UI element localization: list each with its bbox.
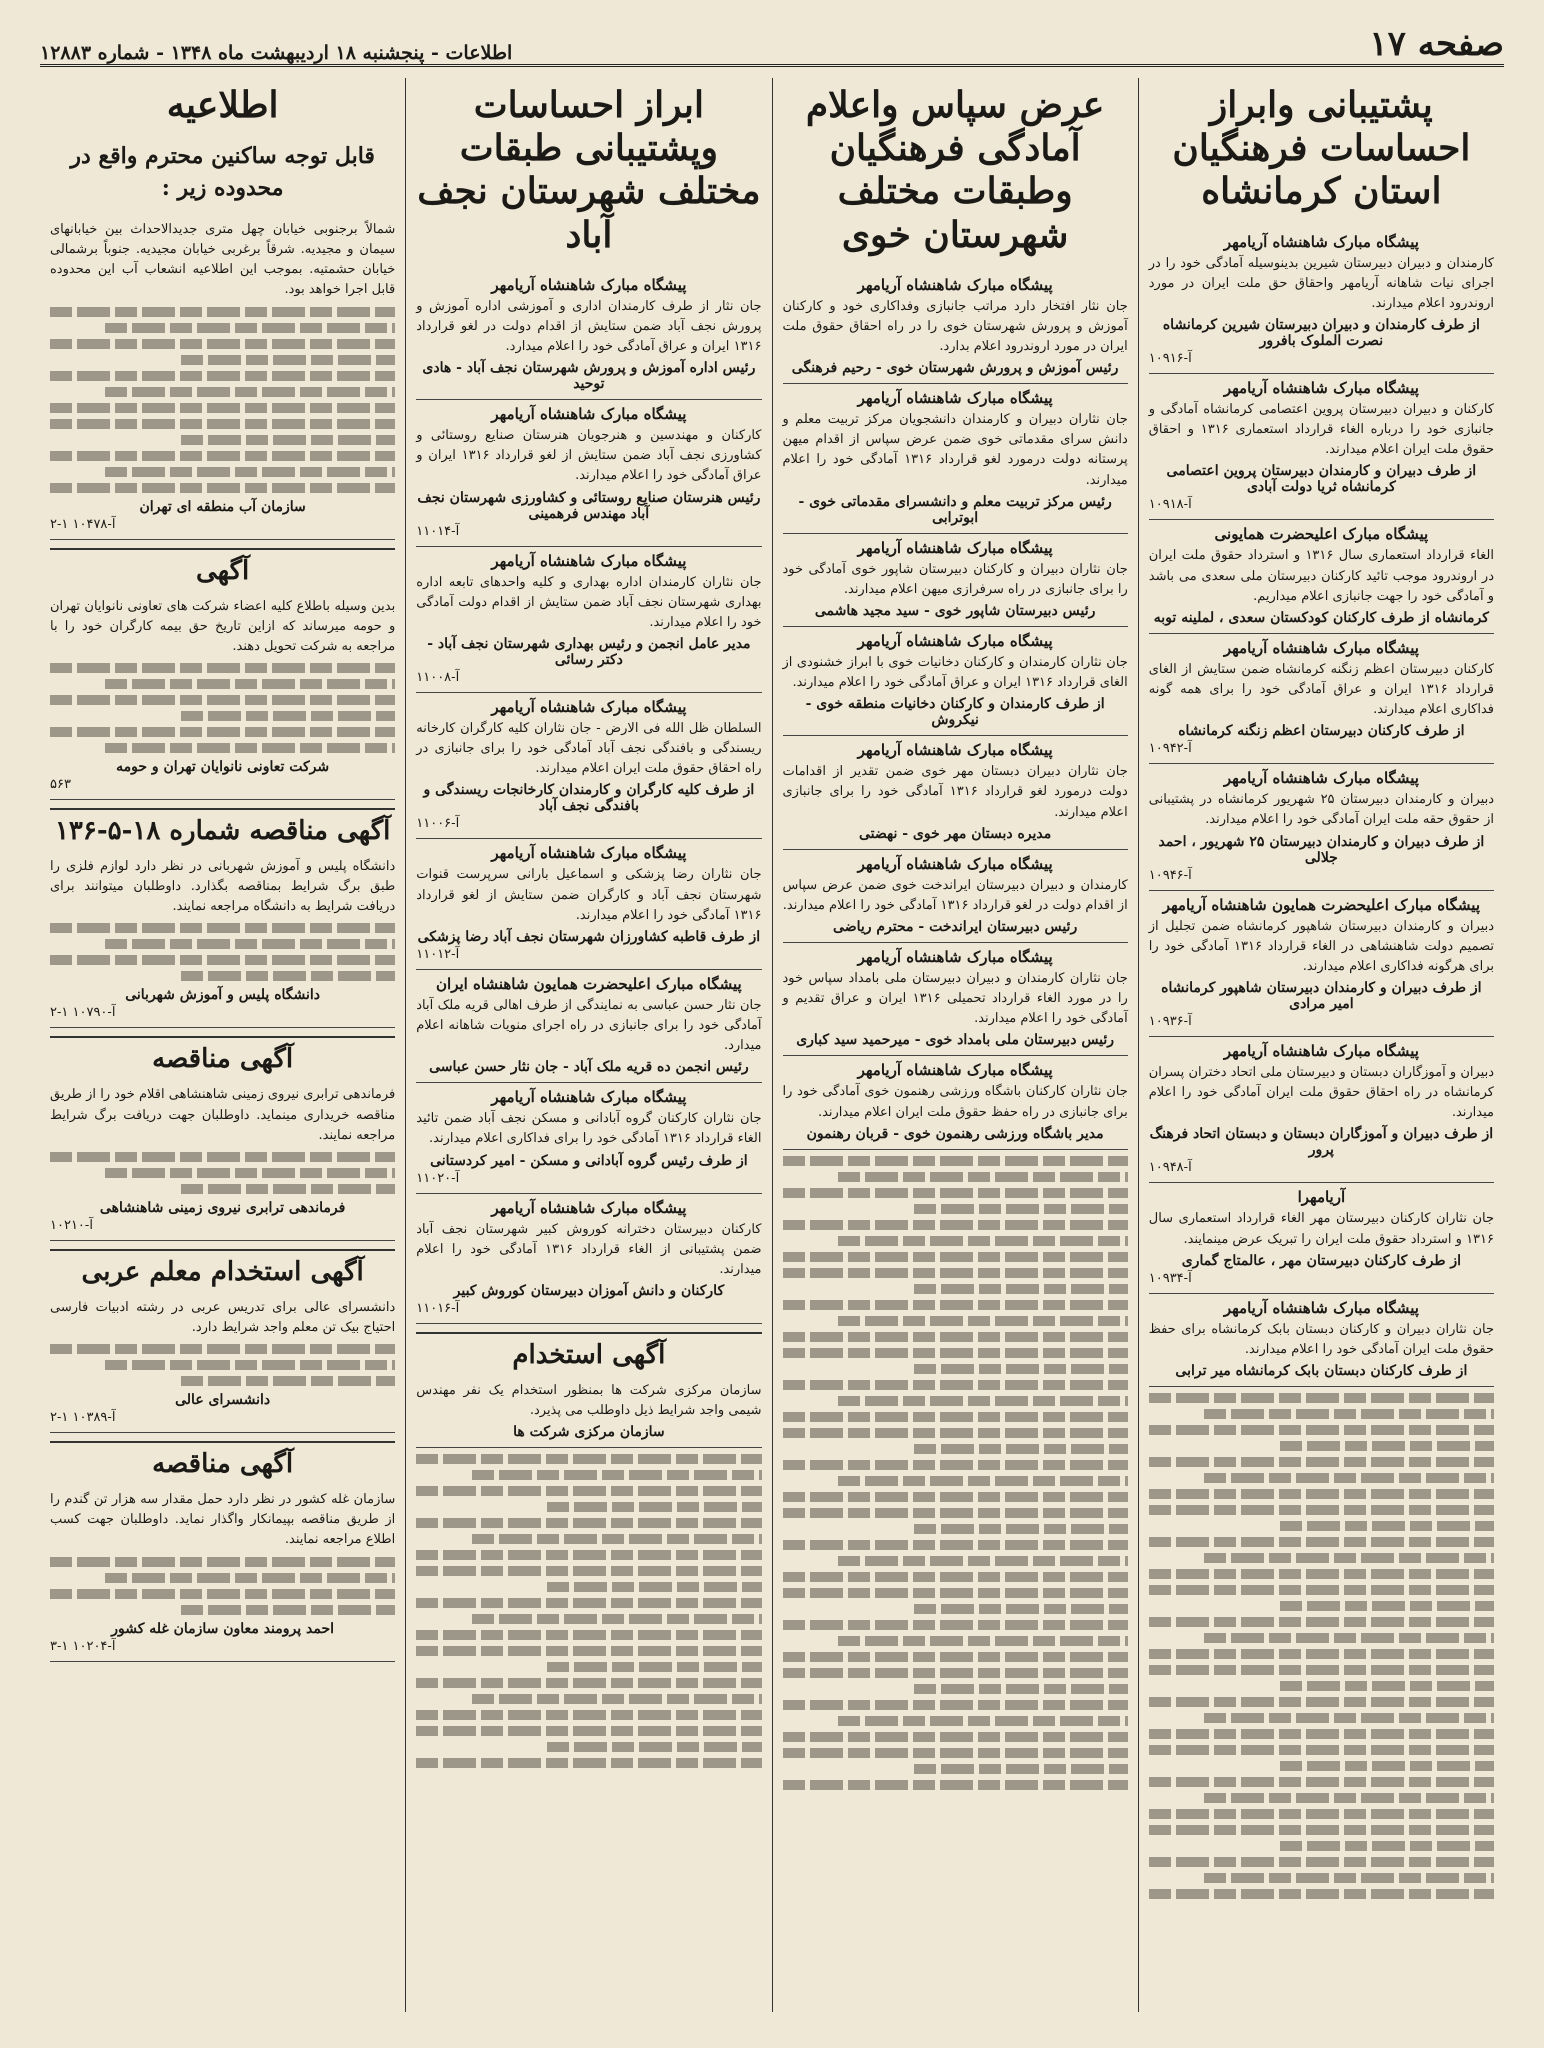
- message-block: [1149, 1294, 1494, 1387]
- block-signature: رئیس دبیرستان ملی بامداد خوی - میرحمید سید کباری: [796, 1032, 1115, 1049]
- block-title: پیشگاه مبارک شاهنشاه آریامهر: [857, 389, 1053, 408]
- block-number: آ-۱۱۰۰۸: [416, 670, 460, 686]
- message-block: [783, 1056, 1128, 1149]
- block-title: پیشگاه مبارک شاهنشاه آریامهر: [491, 405, 687, 424]
- block-title: پیشگاه مبارک شاهنشاه آریامهر: [491, 551, 687, 570]
- message-block: [783, 736, 1128, 849]
- block-body: کارمندان و دبیران دبیرستان شیرین بدینوسیله آمادگی خود را در اجرای نیات شاهانه آریامهر واحقاق حق ملت ایران در مورد اروندرود اعلام میدارند.: [1148, 255, 1494, 311]
- block-body: جان نثاران کارمندان و کارکنان دخانیات خوی با ابراز خشنودی از الغای قرارداد ۱۳۱۶ ایران و عراق آمادگی خود را اعلام میدارند.: [782, 655, 1128, 691]
- block-body: جان نثار از طرف کارمندان اداری و آموزشی اداره آموزش و پرورش نجف آباد ضمن ستایش از اقدام دولت در لغو قرارداد ۱۳۱۶ ایران و عراق آمادگی خود را اعلام میدارد.: [416, 298, 762, 355]
- notice-block: [50, 592, 395, 800]
- message-block: [783, 943, 1128, 1056]
- column-subtitle: قابل توجه ساکنین محترم واقع در محدوده زیر :: [70, 143, 375, 202]
- block-signature: از طرف کارمندان و کارکنان دخانیات منطقه خوی - نیکروش: [805, 696, 1105, 729]
- block-signature: رئیس دبیرستان ایراندخت - محترم ریاضی: [833, 919, 1078, 935]
- block-signature: دانشسرای عالی: [175, 1392, 271, 1409]
- page-number: صفحه ۱۷: [1369, 24, 1504, 64]
- block-body: جان نثاران کارمندان و دبیران دبیرستان ملی بامداد سپاس خود را در مورد الغاء قرارداد تحمیلی ۱۳۱۶ ایران و عراق تقدیم و آمادگی خود را اعلام میدارند.: [782, 971, 1128, 1027]
- ad-title: آگهی مناقصه شماره ۱۸-۵-۱۳۶: [50, 808, 395, 846]
- block-signature: از طرف کلیه کارگران و کارمندان کارخانجات ریسندگی و بافندگی نجف آباد: [423, 782, 755, 815]
- block-signature: فرماندهی ترابری نیروی زمینی شاهنشاهی: [99, 1199, 346, 1216]
- block-title: پیشگاه مبارک شاهنشاه آریامهر: [1223, 378, 1419, 397]
- message-block: [783, 627, 1128, 736]
- block-body: کارمندان و دبیران دبیرستان ایراندخت خوی ضمن عرض سپاس از اقدام دولت در لغو قرارداد ۱۳۱۶ آمادگی خود را اعلام میدارند.: [782, 877, 1128, 913]
- block-signature: از طرف دبیران و کارمندان دبیرستان پروین اعتصامی کرمانشاه ثریا دولت آبادی: [1166, 463, 1477, 496]
- block-body: الغاء قرارداد استعماری سال ۱۳۱۶ و استرداد حقوق ملت ایران در اروندرود موجب تائید کارکنان دبیرستان ملی سعدی می باشد و آمادگی خود را جهت جانبازی اعلام میداریم.: [1148, 548, 1494, 604]
- message-block: [783, 534, 1128, 627]
- column-khoy: [772, 78, 1138, 2012]
- ad-block: [416, 1376, 761, 1448]
- column-title: پشتیبانی وابراز احساسات فرهنگیان استان کرمانشاه: [1172, 84, 1471, 213]
- ad-title: آگهی مناقصه: [50, 1441, 395, 1479]
- illegible-text: [50, 1152, 395, 1194]
- message-block: [416, 970, 761, 1083]
- column-notices: [40, 78, 405, 2012]
- block-body: جان نثاران کارکنان باشگاه ورزشی رهنمون خوی آمادگی خود را برای جانبازی در راه حفظ حقوق ملت ایران اعلام میدارند.: [782, 1084, 1128, 1120]
- block-signature: از طرف کارکنان دبیرستان اعظم زنگنه کرمانشاه: [1178, 723, 1465, 740]
- block-number: ۲-۱ آ-۱۰۳۸۹: [50, 1410, 116, 1426]
- block-number: آ-۱۰۹۳۶: [1148, 1013, 1192, 1029]
- block-body: دانشسرای عالی برای تدریس عربی در رشته ادبیات فارسی احتیاج بیک تن معلم واجد شرایط دارد.: [50, 1299, 396, 1335]
- block-body: بدین وسیله باطلاع کلیه اعضاء شرکت های تعاونی نانوایان تهران و حومه میرساند که ازاین تاریخ حق بیمه کارگران خود را با مراجعه به شرکت تحویل دهند.: [50, 598, 396, 654]
- block-body: جان نثار حسن عباسی به نمایندگی از طرف اهالی قریه ملک آباد آمادگی خود را برای جانبازی در راه اجرای منویات شاهانه اعلام میدارد.: [416, 997, 762, 1054]
- message-block: [1149, 764, 1494, 890]
- ad-title: آگهی مناقصه: [50, 1036, 395, 1074]
- illegible-text: [50, 923, 395, 981]
- block-title: پیشگاه مبارک شاهنشاه آریامهر: [857, 538, 1053, 557]
- block-body: شمالاً برجنوبی خیابان چهل متری جدیدالاحداث بین خیابانهای سیمان و مجیدیه. شرقاً برغربی خیابان مجیدیه. جنوباً برشمالی خیابان حشمتیه. بموجب این اطلاعیه انشعاب آب این محدوده قابل اجرا خواهد بود.: [50, 221, 396, 298]
- block-signature: از طرف کارمندان و دبیران دبیرستان شیرین کرمانشاه نصرت الملوک بافرور: [1162, 316, 1480, 349]
- block-signature: از طرف دبیران و کارمندان دبیرستان شاهپور کرمانشاه امیر مرادی: [1161, 979, 1482, 1012]
- block-title: پیشگاه مبارک شاهنشاه آریامهر: [1223, 1298, 1419, 1317]
- block-body: السلطان ظل الله فی الارض - جان نثاران کلیه کارگران کارخانه ریسندگی و بافندگی نجف آباد آمادگی خود را برای جانبازی در راه احقاق حقوق ملت ایران اعلام میدارند.: [416, 721, 762, 777]
- block-signature: کرمانشاه از طرف کارکنان کودکستان سعدی ، لملینه توبه: [1153, 609, 1489, 626]
- block-signature: رئیس انجمن ده قریه ملک آباد - جان نثار حسن عباسی: [429, 1059, 749, 1076]
- block-number: آ-۱۰۹۱۸: [1148, 497, 1192, 513]
- illegible-text: [416, 1454, 761, 1768]
- block-number: آ-۱۰۹۴۲: [1148, 741, 1192, 757]
- block-title: پیشگاه مبارک شاهنشاه آریامهر: [857, 275, 1053, 294]
- block-body: جان نثار افتخار دارد مراتب جانبازی وفداکاری خود و کارکنان آموزش و پرورش شهرستان خوی را در راه احقاق حقوق ملت ایران در مورد اروندرود اعلام بدارد.: [782, 298, 1128, 355]
- column-title: ابراز احساسات وپشتیبانی طبقات مختلف شهرستان نجف آباد: [417, 84, 761, 256]
- message-block: [416, 839, 761, 969]
- message-block: [783, 271, 1128, 384]
- block-title: پیشگاه مبارک شاهنشاه آریامهر: [857, 1061, 1053, 1080]
- block-signature: رئیس مرکز تربیت معلم و دانشسرای مقدماتی خوی - ابوترابی: [798, 493, 1112, 526]
- block-number: آ-۱۰۹۴۸: [1148, 1160, 1192, 1176]
- block-body: جان نثاران دبیران و کارکنان دبستان بابک کرمانشاه برای حفظ حقوق ملت ایران آمادگی خود را اعلام میدارند.: [1148, 1321, 1494, 1357]
- block-signature: از طرف کارکنان دبستان بابک کرمانشاه میر ترابی: [1175, 1362, 1468, 1379]
- ad-title: آگهی استخدام: [416, 1332, 761, 1370]
- ad-title: آگهی استخدام معلم عربی: [50, 1249, 395, 1287]
- notice-block: [50, 215, 395, 540]
- block-signature: از طرف رئیس گروه آبادانی و مسکن - امیر کردستانی: [430, 1152, 748, 1169]
- block-body: جان نثاران کارمندان اداره بهداری و کلیه واحدهای تابعه اداره بهداری شهرستان نجف آباد ضمن ستایش از اقدام دولت آمادگی خود را اعلام میدارند.: [416, 574, 762, 630]
- message-block: [1149, 891, 1494, 1037]
- block-body: دبیران و کارمندان دبیرستان ۲۵ شهریور کرمانشاه در پشتیبانی از حقوق حقه ملت ایران آمادگی خود را اعلام میدارند.: [1148, 792, 1494, 828]
- block-title: پیشگاه مبارک شاهنشاه آریامهر: [491, 275, 687, 294]
- page-header: [40, 24, 1504, 67]
- ad-title: آگهی: [50, 548, 395, 586]
- notice-block: [50, 1485, 395, 1661]
- notice-block: [50, 1080, 395, 1240]
- message-block: [783, 850, 1128, 943]
- block-number: آ-۱۱۰۱۶: [416, 1300, 460, 1316]
- block-body: جان نثاران دبیران و کارکنان دبیرستان شاپور خوی آمادگی خود را برای جانبازی در راه سرفرازی میهن اعلام میدارند.: [782, 561, 1128, 597]
- block-title: پیشگاه مبارک شاهنشاه آریامهر: [1223, 769, 1419, 788]
- block-title: آریامهرا: [1297, 1188, 1346, 1207]
- block-body: کارکنان دبیرستان اعظم زنگنه کرمانشاه ضمن ستایش از الغای قرارداد ۱۳۱۶ ایران و عراق آمادگی خود را برای همه گونه فداکاری اعلام میدارند.: [1148, 661, 1494, 718]
- block-title: پیشگاه مبارک شاهنشاه آریامهر: [857, 854, 1053, 873]
- block-number: آ-۱۰۹۱۶: [1148, 350, 1192, 366]
- block-signature: سازمان آب منطقه ای تهران: [139, 498, 306, 515]
- column-kermanshah: [1138, 78, 1504, 2012]
- block-signature: دانشگاه پلیس و آموزش شهربانی: [125, 987, 321, 1004]
- block-signature: شرکت تعاونی نانوایان تهران و حومه: [116, 758, 330, 775]
- message-block: [416, 1194, 761, 1324]
- column-title: اطلاعیه: [166, 84, 279, 126]
- block-title: پیشگاه مبارک شاهنشاه آریامهر: [857, 632, 1053, 651]
- block-signature: از طرف دبیران و آموزگاران دبستان و دبستان اتحاد فرهنگ پرور: [1149, 1126, 1494, 1159]
- block-signature: از طرف دبیران و کارمندان دبیرستان ۲۵ شهریور ، احمد جلالی: [1158, 833, 1485, 866]
- block-number: آ-۱۰۹۴۶: [1148, 867, 1192, 883]
- block-signature: رئیس دبیرستان شاپور خوی - سید مجید هاشمی: [814, 603, 1096, 620]
- ad-signature: سازمان مرکزی شرکت ها: [513, 1424, 665, 1441]
- block-signature: از طرف قاطبه کشاورزان شهرستان نجف آباد رضا پزشکی: [417, 928, 761, 945]
- illegible-text: [50, 1557, 395, 1615]
- block-number: آ-۱۱۰۱۴: [416, 523, 460, 539]
- message-block: [416, 547, 761, 693]
- block-body: کارکنان و دبیران دبیرستان پروین اعتصامی کرمانشاه آمادگی و جانبازی خود را درباره الغاء قرارداد استعماری ۱۳۱۶ و احقاق حقوق ملت ایران اعلام میدارند.: [1148, 401, 1494, 458]
- block-signature: رئیس اداره آموزش و پرورش شهرستان نجف آباد - هادی توحید: [422, 360, 756, 393]
- message-block: [783, 384, 1128, 534]
- block-body: کارکنان و مهندسین و هنرجویان هنرستان صنایع روستائی و کشاورزی نجف آباد ضمن ستایش از لغو قرارداد ۱۳۱۶ ایران و عراق آمادگی خود را اعلام میدارند.: [416, 428, 762, 484]
- block-body: جان نثاران دبیران دبستان مهر خوی ضمن تقدیر از اقدامات دولت درمورد لغو قرارداد ۱۳۱۶ آمادگی خود را برای جانبازی اعلام میدارند.: [782, 764, 1128, 820]
- block-body: جان نثاران رضا پزشکی و اسماعیل بارانی سرپرست قنوات شهرستان نجف آباد و کارگران ضمن ستایش از لغو قرارداد ۱۳۱۶ آمادگی خود را اعلام میدارند.: [416, 867, 762, 923]
- block-body: جان نثاران کارکنان گروه آبادانی و مسکن نجف آباد ضمن تائید الغاء قرارداد ۱۳۱۶ آمادگی خود را برای فداکاری اعلام میدارند.: [416, 1111, 762, 1147]
- block-signature: رئیس هنرستان صنایع روستائی و کشاورزی شهرستان نجف آباد مهندس فرهمینی: [417, 489, 761, 522]
- ad-body: سازمان مرکزی شرکت ها بمنظور استخدام یک نفر مهندس شیمی واجد شرایط ذیل داوطلب می پذیرد.: [416, 1382, 762, 1419]
- column-najafabad: [405, 78, 771, 2012]
- message-block: [1149, 228, 1494, 374]
- block-number: آ-۱۰۹۳۴: [1148, 1270, 1192, 1286]
- message-block: [1149, 1183, 1494, 1293]
- block-title: پیشگاه مبارک شاهنشاه آریامهر: [857, 741, 1053, 760]
- illegible-text: [783, 1156, 1128, 1790]
- issue-info: اطلاعات - پنجشنبه ۱۸ اردیبهشت ماه ۱۳۴۸ - شماره ۱۲۸۸۳: [40, 42, 513, 64]
- block-number: ۲-۱ آ-۱۰۷۹۰: [50, 1005, 116, 1021]
- block-signature: مدیر عامل انجمن و رئیس بهداری شهرستان نجف آباد - دکتر رسائی: [427, 636, 751, 669]
- illegible-text: [50, 307, 395, 493]
- block-title: پیشگاه مبارک اعلیحضرت همایون شاهنشاه ایران: [436, 974, 742, 993]
- block-signature: مدیره دبستان مهر خوی - نهضتی: [858, 825, 1052, 842]
- message-block: [1149, 634, 1494, 764]
- message-block: [1149, 374, 1494, 520]
- message-block: [416, 271, 761, 400]
- block-title: پیشگاه مبارک شاهنشاه آریامهر: [1223, 1041, 1419, 1060]
- block-signature: از طرف کارکنان دبیرستان مهر ، عالمتاج گماری: [1181, 1252, 1462, 1269]
- block-body: دانشگاه پلیس و آموزش شهربانی در نظر دارد لوازم فلزی را طبق برگ شرایط بمناقصه بگذارد. داوطلبان میتوانند برای دریافت شرایط به دانشگاه مراجعه نمایند.: [50, 858, 396, 915]
- notice-block: [50, 1293, 395, 1433]
- block-title: پیشگاه مبارک شاهنشاه آریامهر: [1223, 638, 1419, 657]
- block-body: جان نثاران کارکنان دبیرستان مهر الغاء قرارداد استعماری سال ۱۳۱۶ و استرداد حقوق ملت ایران را تبریک عرض مینمایند.: [1148, 1211, 1494, 1247]
- block-title: پیشگاه مبارک شاهنشاه آریامهر: [1223, 232, 1419, 251]
- block-number: ۳-۱ آ-۱۰۲۰۴: [50, 1638, 116, 1654]
- block-title: پیشگاه مبارک شاهنشاه آریامهر: [491, 1088, 687, 1107]
- block-signature: احمد پرومند معاون سازمان غله کشور: [111, 1620, 335, 1637]
- block-number: ۵۶۳: [50, 776, 71, 792]
- block-title: پیشگاه مبارک اعلیحضرت همایونی: [1214, 525, 1429, 544]
- illegible-text: [50, 1344, 395, 1386]
- block-body: سازمان غله کشور در نظر دارد حمل مقدار سه هزار تن گندم را از طریق مناقصه بپیمانکار واگذار نماید. داوطلبان جهت کسب اطلاع مراجعه نمایند.: [50, 1492, 396, 1548]
- block-signature: مدیر باشگاه ورزشی رهنمون خوی - قربان رهنمون: [806, 1125, 1104, 1142]
- block-number: آ-۱۰۲۱۰: [50, 1217, 93, 1233]
- illegible-text: [1149, 1393, 1494, 1899]
- block-signature: کارکنان و دانش آموزان دبیرستان کوروش کبیر: [453, 1282, 725, 1299]
- block-body: جان نثاران دبیران و کارمندان دانشجویان مرکز تربیت معلم و دانش سرای مقدماتی خوی ضمن عرض سپاس از اقدام میهن پرستانه دولت درمورد لغو قرارداد ۱۳۱۶ آمادگی خود را اعلام میدارند.: [782, 412, 1128, 488]
- block-body: دبیران و کارمندان دبیرستان شاهپور کرمانشاه ضمن تجلیل از تصمیم دولت شاهنشاهی در الغاء قرارداد ۱۳۱۶ آمادگی خود را برای هرگونه فداکاری اعلام میدارند.: [1148, 918, 1495, 974]
- block-body: دبیران و آموزگاران دبستان و دبیرستان ملی اتحاد دختران پسران کرمانشاه در راه احقاق حقوق ملت ایران آمادگی خود را اعلام میدارند.: [1148, 1064, 1494, 1121]
- message-block: [1149, 1037, 1494, 1183]
- block-signature: رئیس آموزش و پرورش شهرستان خوی - رحیم فرهنگی: [791, 360, 1119, 377]
- message-block: [416, 693, 761, 839]
- notice-block: [50, 852, 395, 1028]
- illegible-text: [50, 663, 395, 753]
- block-body: کارکنان دبیرستان دخترانه کوروش کبیر شهرستان نجف آباد ضمن پشتیبانی از الغاء قرارداد ۱۳۱۶ آمادگی خود را اعلام میدارند.: [416, 1221, 762, 1277]
- block-number: آ-۱۱۰۰۶: [416, 816, 460, 832]
- block-title: پیشگاه مبارک شاهنشاه آریامهر: [491, 844, 687, 863]
- column-title: عرض سپاس واعلام آمادگی فرهنگیان وطبقات مختلف شهرستان خوی: [805, 84, 1105, 256]
- message-block: [416, 400, 761, 546]
- message-block: [416, 1083, 761, 1193]
- block-body: فرماندهی ترابری نیروی زمینی شاهنشاهی اقلام خود را از طریق مناقصه خریداری مینماید. داوطلبان جهت دریافت برگ شرایط مراجعه نمایند.: [50, 1087, 396, 1143]
- block-title: پیشگاه مبارک اعلیحضرت همایون شاهنشاه آریامهر: [1162, 895, 1480, 914]
- block-number: ۲-۱ آ-۱۰۴۷۸: [50, 516, 116, 532]
- block-number: آ-۱۱۰۱۲: [416, 946, 460, 962]
- block-title: پیشگاه مبارک شاهنشاه آریامهر: [857, 948, 1053, 966]
- block-title: پیشگاه مبارک شاهنشاه آریامهر: [491, 1198, 687, 1217]
- message-block: [1149, 520, 1494, 633]
- columns: [40, 78, 1504, 2012]
- block-title: پیشگاه مبارک شاهنشاه آریامهر: [491, 698, 687, 717]
- block-number: آ-۱۱۰۲۰: [416, 1170, 460, 1186]
